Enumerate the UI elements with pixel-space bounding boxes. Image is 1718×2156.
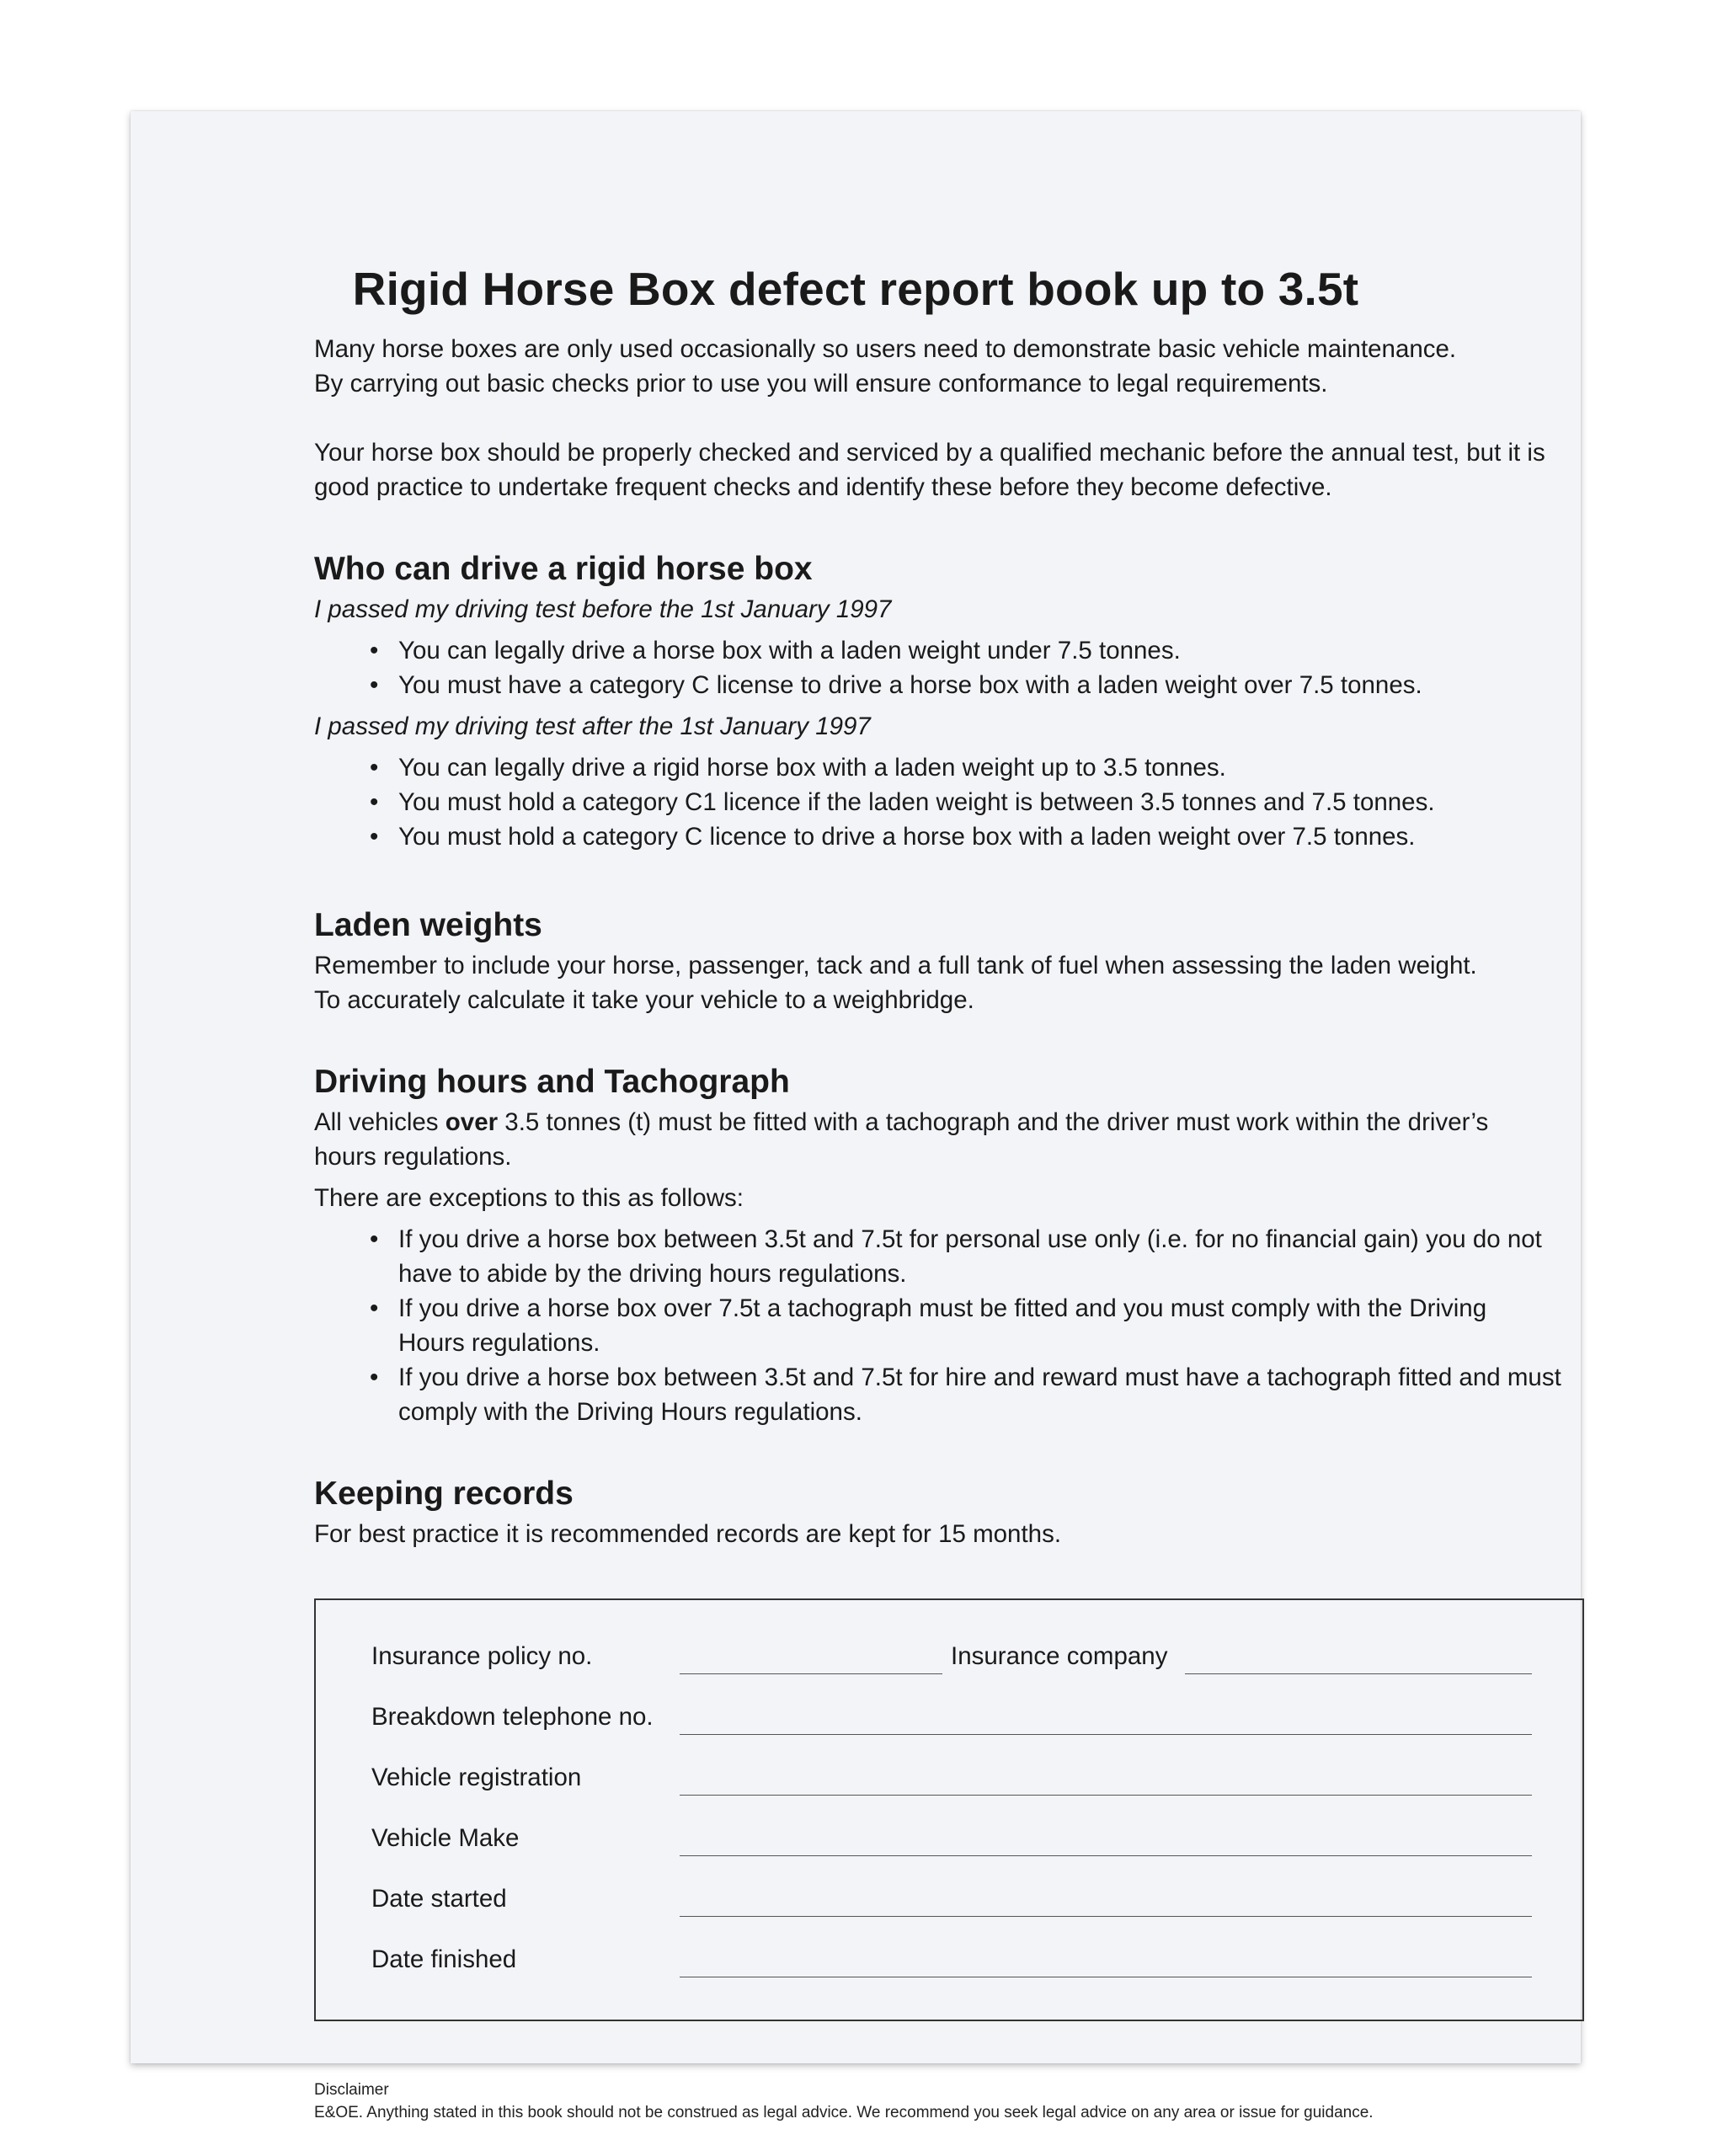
list-item-line: Hours regulations. [398, 1329, 600, 1357]
breakdown-phone-field[interactable] [680, 1734, 1532, 1735]
who-can-drive-heading: Who can drive a rigid horse box [314, 551, 813, 587]
vehicle-make-field[interactable] [680, 1855, 1532, 1856]
vehicle-registration-label: Vehicle registration [371, 1764, 582, 1791]
before-1997-label: I passed my driving test before the 1st January 1997 [314, 595, 892, 623]
date-started-row [371, 1885, 1530, 1920]
list-item: • You can legally drive a horse box with a laden weight under 7.5 tonnes. [314, 633, 1594, 668]
date-finished-label: Date finished [371, 1945, 517, 1973]
before-1997-list [314, 633, 1594, 702]
date-started-field[interactable] [680, 1916, 1532, 1917]
keeping-records-heading: Keeping records [314, 1476, 574, 1512]
driving-para-line-2: hours regulations. [314, 1143, 512, 1171]
driving-para-suffix: 3.5 tonnes (t) must be fitted with a tachograph and the driver must work within the driver’s [498, 1108, 1489, 1136]
intro-section [314, 332, 1594, 504]
keeping-records-section [314, 1473, 1594, 1551]
document-page [131, 111, 1581, 2121]
list-item-line: If you drive a horse box between 3.5t and 7.5t for personal use only (i.e. for no financial gain) you do not [398, 1225, 1542, 1253]
page-title: Rigid Horse Box defect report book up to 3.5t [352, 263, 1359, 315]
vehicle-registration-row [371, 1764, 1530, 1799]
list-item [314, 1222, 1594, 1291]
insurance-policy-label: Insurance policy no. [371, 1642, 593, 1670]
laden-line-2: To accurately calculate it take your vehicle to a weighbridge. [314, 986, 974, 1014]
exceptions-list [314, 1222, 1594, 1429]
list-item-line: If you drive a horse box over 7.5t a tachograph must be fitted and you must comply with the Driving [398, 1294, 1487, 1322]
records-form-box [314, 1598, 1584, 2021]
list-item: • You can legally drive a rigid horse box with a laden weight up to 3.5 tonnes. [314, 750, 1594, 785]
driving-para-line-1 [314, 1105, 1594, 1139]
vehicle-registration-field[interactable] [680, 1795, 1532, 1796]
laden-line-1: Remember to include your horse, passenger, tack and a full tank of fuel when assessing the laden weight. [314, 952, 1477, 979]
insurance-policy-field[interactable] [680, 1673, 942, 1674]
date-started-label: Date started [371, 1885, 507, 1913]
laden-weights-section [314, 905, 1594, 1017]
list-item: • You must hold a category C licence to drive a horse box with a laden weight over 7.5 tonnes. [314, 819, 1594, 854]
laden-weights-heading: Laden weights [314, 907, 542, 943]
disclaimer [314, 2079, 1374, 2124]
list-item: • You must hold a category C1 licence if the laden weight is between 3.5 tonnes and 7.5 tonnes. [314, 785, 1594, 819]
intro-line-3: Your horse box should be properly checked and serviced by a qualified mechanic before the annual test, but it is [314, 439, 1545, 467]
after-1997-label: I passed my driving test after the 1st January 1997 [314, 712, 871, 740]
driving-hours-heading: Driving hours and Tachograph [314, 1064, 790, 1100]
list-item-line: If you drive a horse box between 3.5t and 7.5t for hire and reward must have a tachograph fitted and must [398, 1364, 1561, 1391]
insurance-policy-row [371, 1642, 1530, 1678]
driving-para-bold: over [445, 1108, 499, 1136]
document-body [314, 332, 1594, 1551]
disclaimer-text: E&OE. Anything stated in this book should not be construed as legal advice. We recommend you seek legal advice on any area or issue for guidance. [314, 2104, 1374, 2121]
breakdown-phone-label: Breakdown telephone no. [371, 1703, 654, 1731]
list-item: • You must have a category C license to drive a horse box with a laden weight over 7.5 tonnes. [314, 668, 1594, 702]
insurance-company-label: Insurance company [951, 1642, 1168, 1670]
list-item-line: comply with the Driving Hours regulations. [398, 1398, 862, 1426]
vehicle-make-row [371, 1824, 1530, 1860]
intro-line-2: By carrying out basic checks prior to use you will ensure conformance to legal requirements. [314, 370, 1328, 398]
keeping-records-line: For best practice it is recommended records are kept for 15 months. [314, 1520, 1062, 1548]
vehicle-make-label: Vehicle Make [371, 1824, 520, 1852]
driving-para-prefix: All vehicles [314, 1108, 446, 1136]
date-finished-row [371, 1945, 1530, 1981]
intro-line-1: Many horse boxes are only used occasionally so users need to demonstrate basic vehicle maintenance. [314, 335, 1457, 363]
list-item [314, 1360, 1594, 1429]
insurance-company-field[interactable] [1185, 1673, 1532, 1674]
list-item [314, 1291, 1594, 1360]
driving-hours-section [314, 1061, 1594, 1429]
disclaimer-heading: Disclaimer [314, 2081, 389, 2099]
exceptions-intro: There are exceptions to this as follows: [314, 1184, 744, 1212]
list-item-line: have to abide by the driving hours regulations. [398, 1260, 907, 1288]
intro-line-4: good practice to undertake frequent checks and identify these before they become defective. [314, 473, 1332, 501]
breakdown-phone-row [371, 1703, 1530, 1738]
after-1997-list [314, 750, 1594, 854]
who-can-drive-section [314, 548, 1594, 854]
